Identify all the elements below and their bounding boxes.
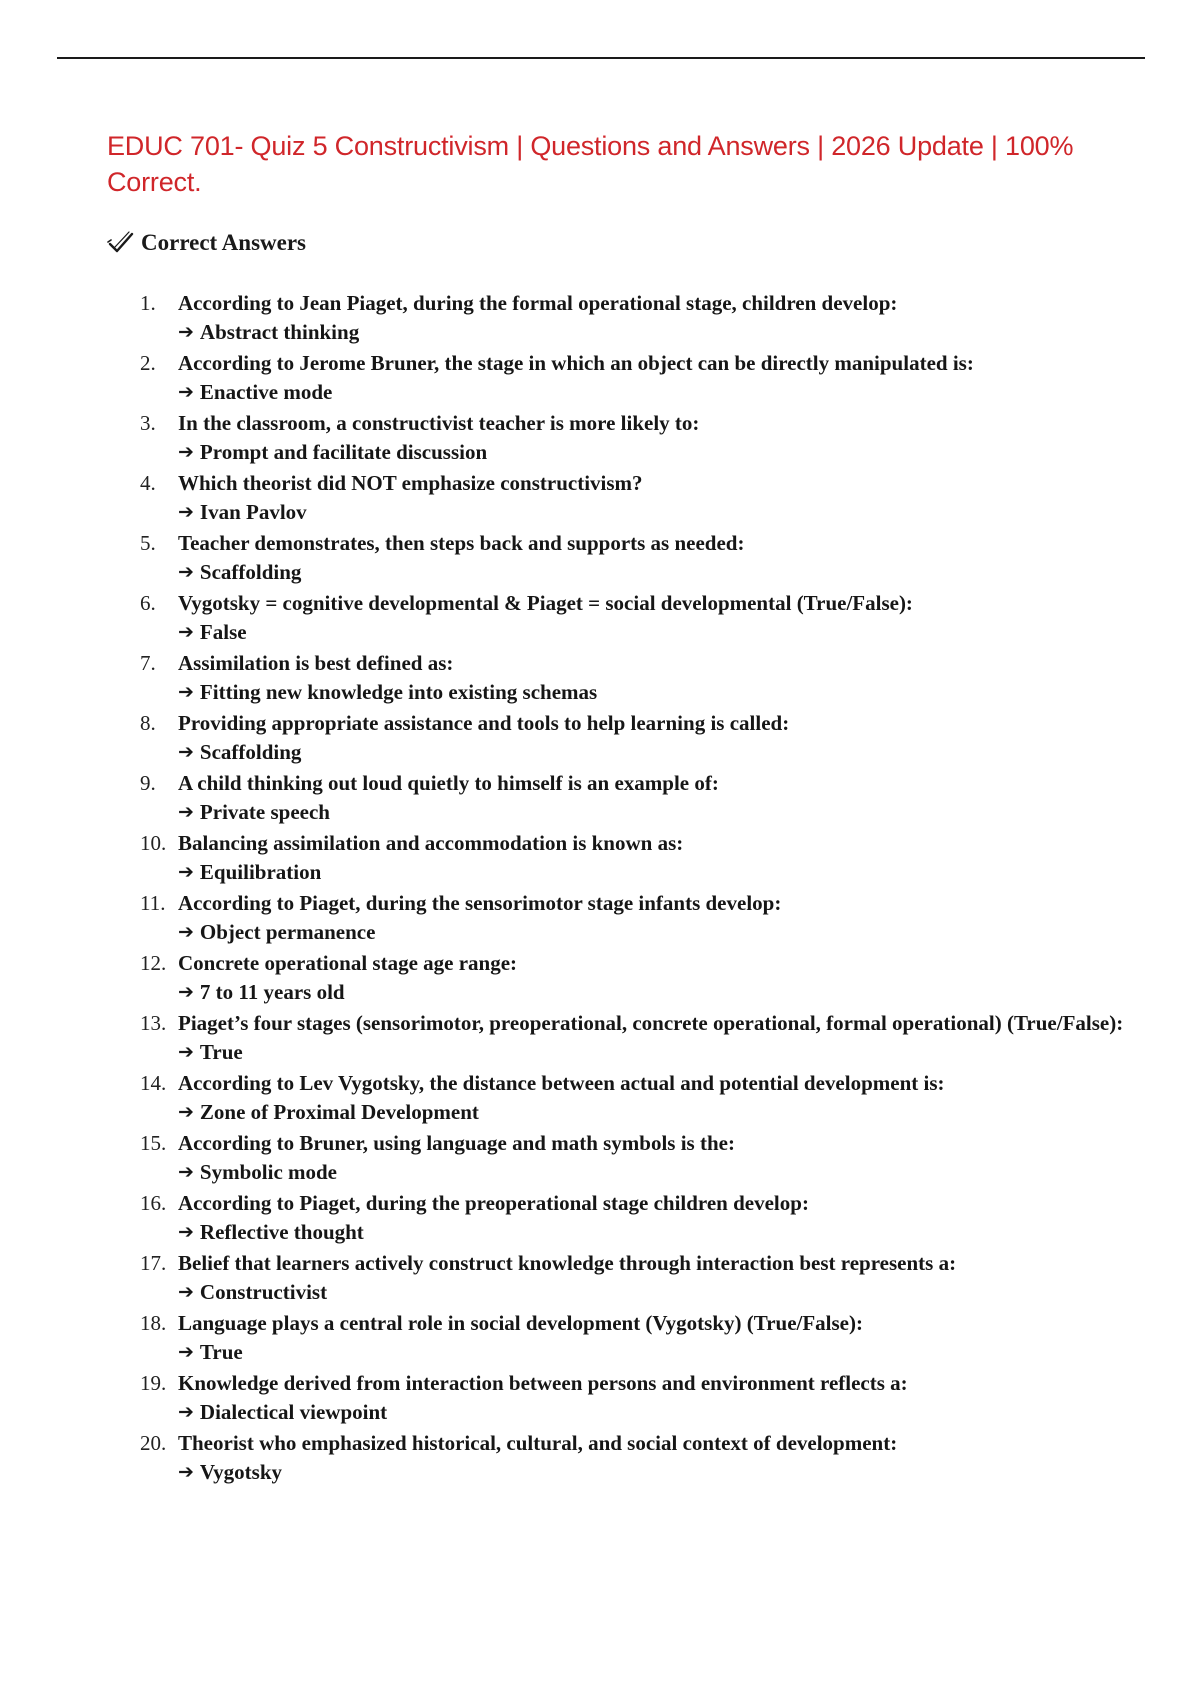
arrow-right-icon: ➔ (178, 741, 194, 763)
answer-text: Constructivist (199, 1280, 328, 1304)
arrow-right-icon: ➔ (178, 501, 194, 523)
answer-line (178, 918, 1140, 947)
item-body (178, 1309, 1140, 1367)
item-body (178, 1069, 1140, 1127)
item-number: 16. (140, 1191, 167, 1215)
list-item (140, 1129, 1140, 1187)
question-text: Piaget’s four stages (sensorimotor, preoperational, concrete operational, formal operational) (True/False): (178, 1011, 1124, 1035)
arrow-right-icon: ➔ (178, 1401, 194, 1423)
list-item (140, 529, 1140, 587)
item-body (178, 1129, 1140, 1187)
item-number: 7. (140, 651, 156, 675)
answer-line (178, 858, 1140, 887)
item-number: 18. (140, 1311, 167, 1335)
arrow-right-icon: ➔ (178, 921, 194, 943)
answer-text: True (199, 1340, 243, 1364)
item-number: 19. (140, 1371, 167, 1395)
answer-text: Scaffolding (199, 560, 302, 584)
answer-text: Enactive mode (199, 380, 333, 404)
question-text: Providing appropriate assistance and tools to help learning is called: (178, 711, 790, 735)
arrow-right-icon: ➔ (178, 381, 194, 403)
item-number: 10. (140, 831, 167, 855)
answer-text: Abstract thinking (199, 320, 360, 344)
item-number: 11. (140, 891, 166, 915)
arrow-right-icon: ➔ (178, 321, 194, 343)
item-body (178, 1429, 1140, 1487)
list-item (140, 289, 1140, 347)
list-item (140, 829, 1140, 887)
arrow-right-icon: ➔ (178, 861, 194, 883)
item-number: 9. (140, 771, 156, 795)
list-item (140, 889, 1140, 947)
answer-text: Zone of Proximal Development (199, 1100, 479, 1124)
list-item (140, 469, 1140, 527)
answer-text: Fitting new knowledge into existing schemas (199, 680, 598, 704)
answer-line (178, 1278, 1140, 1307)
answer-line (178, 498, 1140, 527)
item-body (178, 529, 1140, 587)
answer-text: Prompt and facilitate discussion (199, 440, 488, 464)
list-item (140, 769, 1140, 827)
list-item (140, 649, 1140, 707)
question-text: According to Bruner, using language and math symbols is the: (178, 1131, 735, 1155)
question-text: Assimilation is best defined as: (178, 651, 454, 675)
arrow-right-icon: ➔ (178, 981, 194, 1003)
answer-text: 7 to 11 years old (199, 980, 345, 1004)
item-body (178, 409, 1140, 467)
question-text: Belief that learners actively construct knowledge through interaction best represents a: (178, 1251, 957, 1275)
arrow-right-icon: ➔ (178, 1221, 194, 1243)
question-text: According to Piaget, during the preoperational stage children develop: (178, 1191, 809, 1215)
answer-text: Vygotsky (199, 1460, 283, 1484)
list-item (140, 1249, 1140, 1307)
list-item (140, 1069, 1140, 1127)
list-item (140, 1189, 1140, 1247)
item-number: 15. (140, 1131, 167, 1155)
question-text: Which theorist did NOT emphasize constructivism? (178, 471, 643, 495)
list-item (140, 1309, 1140, 1367)
item-body (178, 889, 1140, 947)
answer-line (178, 738, 1140, 767)
item-number: 20. (140, 1431, 167, 1455)
item-body (178, 289, 1140, 347)
answer-line (178, 1098, 1140, 1127)
answer-text: Object permanence (199, 920, 376, 944)
question-text: According to Piaget, during the sensorimotor stage infants develop: (178, 891, 782, 915)
answer-text: Symbolic mode (199, 1160, 338, 1184)
answer-text: Ivan Pavlov (199, 500, 307, 524)
arrow-right-icon: ➔ (178, 621, 194, 643)
answer-line (178, 1398, 1140, 1427)
item-number: 4. (140, 471, 156, 495)
item-body (178, 769, 1140, 827)
question-text: According to Jerome Bruner, the stage in which an object can be directly manipulated is: (178, 351, 974, 375)
answer-text: Scaffolding (199, 740, 302, 764)
answer-line (178, 558, 1140, 587)
document-title: EDUC 701- Quiz 5 Constructivism | Questions and Answers | 2026 Update | 100% Correct. (107, 131, 1074, 197)
item-number: 8. (140, 711, 156, 735)
answer-text: True (199, 1040, 243, 1064)
question-text: Balancing assimilation and accommodation is known as: (178, 831, 684, 855)
answer-line (178, 318, 1140, 347)
answer-text: Reflective thought (199, 1220, 364, 1244)
answer-line (178, 1458, 1140, 1487)
list-item (140, 589, 1140, 647)
arrow-right-icon: ➔ (178, 1101, 194, 1123)
check-icon (107, 230, 135, 256)
item-number: 13. (140, 1011, 167, 1035)
answer-line (178, 618, 1140, 647)
arrow-right-icon: ➔ (178, 1281, 194, 1303)
item-body (178, 349, 1140, 407)
item-number: 5. (140, 531, 156, 555)
list-item (140, 1429, 1140, 1487)
list-item (140, 1009, 1140, 1067)
item-number: 6. (140, 591, 156, 615)
arrow-right-icon: ➔ (178, 1161, 194, 1183)
item-number: 12. (140, 951, 167, 975)
item-body (178, 1249, 1140, 1307)
answer-text: Private speech (199, 800, 330, 824)
item-body (178, 649, 1140, 707)
question-text: Vygotsky = cognitive developmental & Piaget = social developmental (True/False): (178, 591, 913, 615)
item-number: 1. (140, 291, 156, 315)
question-text: Knowledge derived from interaction between persons and environment reflects a: (178, 1371, 908, 1395)
question-text: Concrete operational stage age range: (178, 951, 518, 975)
answer-line (178, 678, 1140, 707)
answer-text: False (199, 620, 247, 644)
section-heading (107, 230, 306, 256)
arrow-right-icon: ➔ (178, 1341, 194, 1363)
answer-line (178, 1158, 1140, 1187)
item-body (178, 469, 1140, 527)
question-text: Theorist who emphasized historical, cultural, and social context of development: (178, 1431, 898, 1455)
answer-text: Dialectical viewpoint (199, 1400, 388, 1424)
question-text: In the classroom, a constructivist teacher is more likely to: (178, 411, 700, 435)
question-answer-list (140, 289, 1140, 1489)
item-body (178, 589, 1140, 647)
arrow-right-icon: ➔ (178, 441, 194, 463)
question-text: A child thinking out loud quietly to himself is an example of: (178, 771, 719, 795)
item-body (178, 709, 1140, 767)
item-number: 2. (140, 351, 156, 375)
list-item (140, 709, 1140, 767)
question-text: Language plays a central role in social development (Vygotsky) (True/False): (178, 1311, 863, 1335)
section-heading-label: Correct Answers (141, 230, 306, 255)
list-item (140, 409, 1140, 467)
list-item (140, 1369, 1140, 1427)
answer-line (178, 438, 1140, 467)
answer-line (178, 1338, 1140, 1367)
question-text: According to Jean Piaget, during the formal operational stage, children develop: (178, 291, 898, 315)
arrow-right-icon: ➔ (178, 1041, 194, 1063)
top-divider (57, 57, 1145, 59)
answer-line (178, 798, 1140, 827)
question-text: Teacher demonstrates, then steps back and supports as needed: (178, 531, 745, 555)
item-body (178, 1009, 1140, 1067)
item-body (178, 829, 1140, 887)
item-number: 3. (140, 411, 156, 435)
item-body (178, 949, 1140, 1007)
list-item (140, 349, 1140, 407)
arrow-right-icon: ➔ (178, 681, 194, 703)
arrow-right-icon: ➔ (178, 561, 194, 583)
item-body (178, 1369, 1140, 1427)
item-number: 14. (140, 1071, 167, 1095)
answer-line (178, 378, 1140, 407)
answer-line (178, 1038, 1140, 1067)
question-text: According to Lev Vygotsky, the distance between actual and potential development is: (178, 1071, 945, 1095)
answer-text: Equilibration (199, 860, 322, 884)
item-number: 17. (140, 1251, 167, 1275)
arrow-right-icon: ➔ (178, 1461, 194, 1483)
answer-line (178, 978, 1140, 1007)
arrow-right-icon: ➔ (178, 801, 194, 823)
list-item (140, 949, 1140, 1007)
item-body (178, 1189, 1140, 1247)
answer-line (178, 1218, 1140, 1247)
